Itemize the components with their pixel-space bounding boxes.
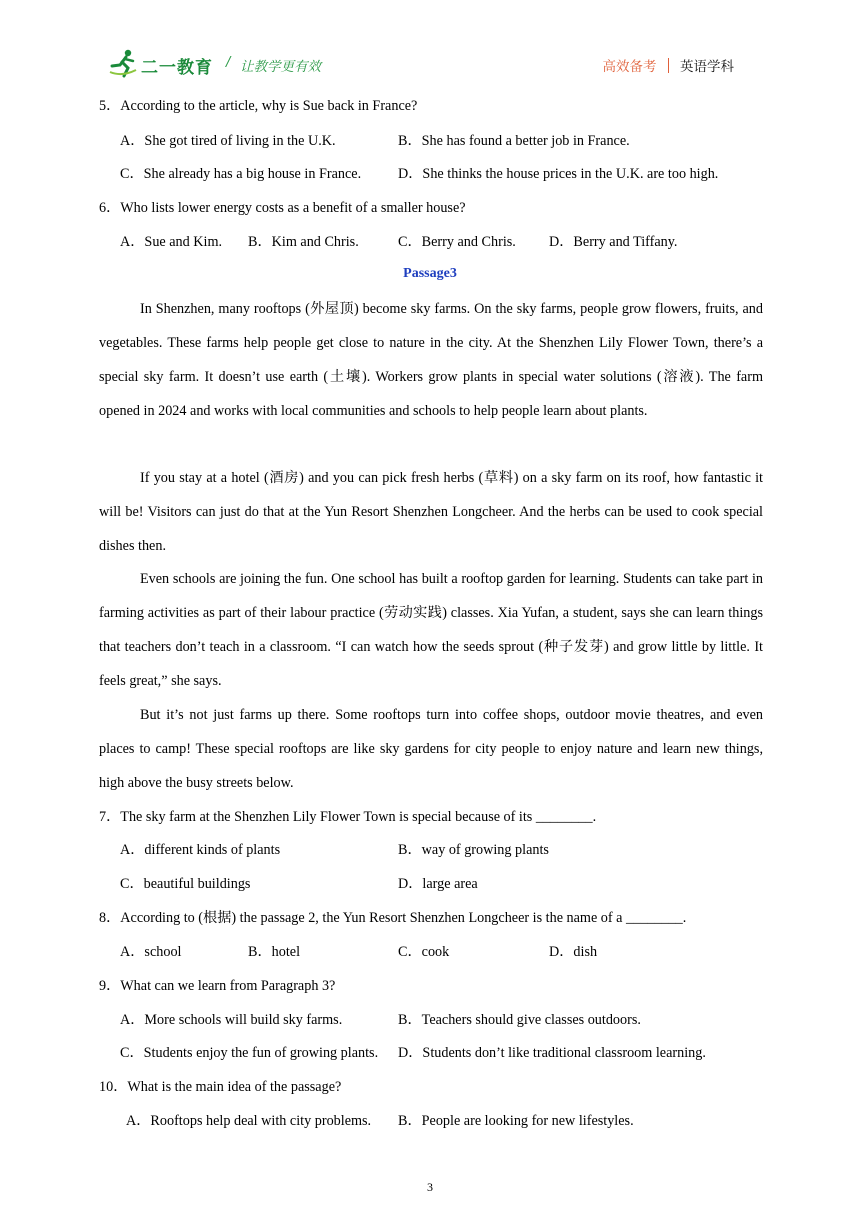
header-tag-subject: 英语学科	[680, 59, 734, 75]
passage-paragraph-2: If you stay at a hotel (酒房) and you can pick fresh herbs (草料) on a sky farm on its roof, how fantastic it will be! Visitors can just do that at the Yun Resort Shenzhen Longcheer. And the herbs can be used to cook special dishes then.	[99, 470, 763, 554]
question-7-option-c: C．beautiful buildings	[120, 876, 251, 892]
question-8-option-a: A．school	[120, 944, 182, 960]
question-9-option-d: D．Students don’t like traditional classroom learning.	[398, 1045, 706, 1061]
passage-paragraph-1: In Shenzhen, many rooftops (外屋顶) become sky farms. On the sky farms, people grow flowers, fruits, and vegetables. These farms help people get close to nature in the city. At the Shenzhen Lily Flower Town, there’s a special sky farm. It doesn’t use earth (土壤). Workers grow plants in special water solutions (溶液). The farm opened in 2024 and works with local communities and schools to help people learn about plants.	[99, 301, 763, 419]
question-10-stem: 10．What is the main idea of the passage?	[99, 1079, 342, 1095]
question-6-option-a: A．Sue and Kim.	[120, 234, 223, 250]
question-5-option-c: C．She already has a big house in France.	[120, 166, 362, 182]
logo-text: 二一教育	[141, 58, 213, 78]
passage-paragraph-3: Even schools are joining the fun. One school has built a rooftop garden for learning. Students can take part in farming activities as part of their labour practice (劳动实践) classes. Xia Yufan, a student, says she can learn things that teachers don’t teach in a classroom. “I can watch how the seeds sprout (种子发芽) and grow little by little. It feels great,” she says.	[99, 571, 763, 689]
page-number: 3	[427, 1180, 433, 1194]
question-5-option-d: D．She thinks the house prices in the U.K. are too high.	[398, 166, 719, 182]
question-9-option-a: A．More schools will build sky farms.	[120, 1012, 343, 1028]
question-9-option-b: B．Teachers should give classes outdoors.	[398, 1012, 641, 1028]
question-7-option-d: D．large area	[398, 876, 478, 892]
question-6-option-c: C．Berry and Chris.	[398, 234, 516, 250]
question-9-stem: 9．What can we learn from Paragraph 3?	[99, 978, 336, 994]
page-header	[0, 0, 860, 90]
runner-logo-icon	[106, 48, 140, 78]
question-6-stem: 6．Who lists lower energy costs as a benefit of a smaller house?	[99, 200, 466, 216]
question-10-option-a: A．Rooftops help deal with city problems.	[126, 1113, 372, 1129]
header-tag-exam: 高效备考	[602, 59, 657, 75]
question-5-option-b: B．She has found a better job in France.	[398, 133, 630, 149]
question-8-option-b: B．hotel	[248, 944, 301, 960]
header-divider	[668, 58, 670, 73]
question-8-option-d: D．dish	[549, 944, 598, 960]
question-8-option-c: C．cook	[398, 944, 450, 960]
slogan: 让教学更有效	[240, 59, 321, 75]
question-5-stem: 5．According to the article, why is Sue back in France?	[99, 98, 418, 114]
slogan-separator: /	[226, 55, 231, 70]
header-subject	[603, 55, 735, 75]
question-8-stem: 8．According to (根据) the passage 2, the Yun Resort Shenzhen Longcheer is the name of a ________.	[99, 910, 687, 926]
passage-paragraph-4: But it’s not just farms up there. Some rooftops turn into coffee shops, outdoor movie theatres, and even places to camp! These special rooftops are like sky gardens for city people to enjoy nature and learn new things, high above the busy streets below.	[99, 707, 763, 791]
question-7-option-b: B．way of growing plants	[398, 842, 549, 858]
question-7-option-a: A．different kinds of plants	[120, 842, 281, 858]
question-6-option-d: D．Berry and Tiffany.	[549, 234, 678, 250]
question-9-option-c: C．Students enjoy the fun of growing plants.	[120, 1045, 379, 1061]
question-10-option-b: B．People are looking for new lifestyles.	[398, 1113, 634, 1129]
question-5-option-a: A．She got tired of living in the U.K.	[120, 133, 336, 149]
question-6-option-b: B．Kim and Chris.	[248, 234, 359, 250]
question-7-stem: 7．The sky farm at the Shenzhen Lily Flower Town is special because of its ________.	[99, 809, 597, 825]
passage-title: Passage3	[403, 266, 457, 281]
